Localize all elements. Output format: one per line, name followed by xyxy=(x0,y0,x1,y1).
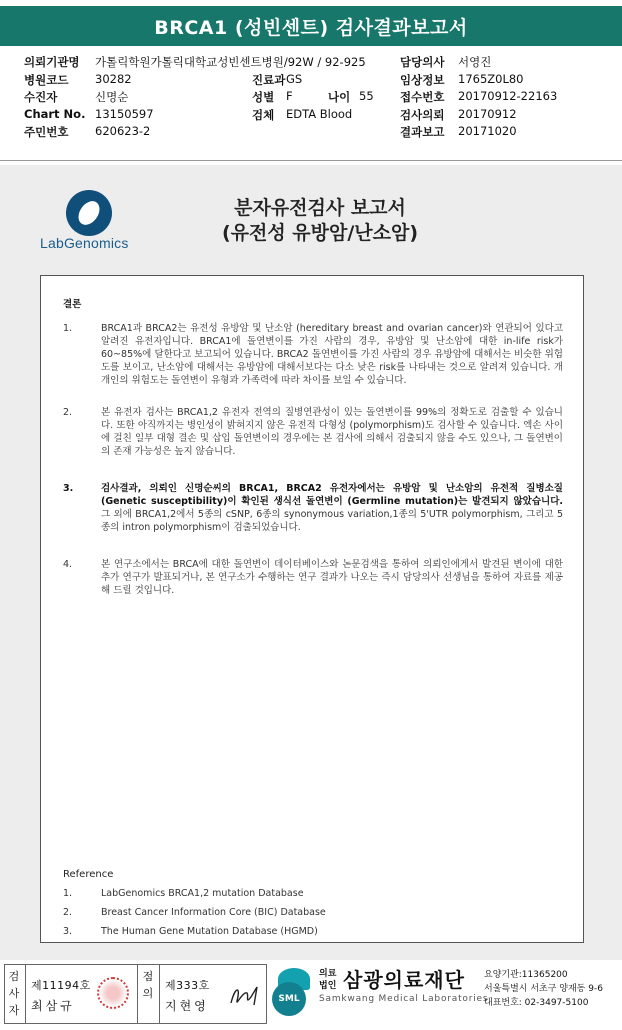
item-text: BRCA1과 BRCA2는 유전성 유방암 및 난소암 (hereditary breast and ovarian cancer)와 연관되어 있다고 알려진 유전자입니다. BRCA1에 돌연변이를 가진 사람의 경우, 유방암 및 난소암에 대한 in-life risk가 60~85%에 달한다고 보고되어 있습니다. BRCA2 돌연변이를 가진 사람의 경우 유방암에 대해서는 비슷한 위험도를 보이고, 난소암에 대해서는 유방암에 대해서보다는 다소 낮은 risk를 나타내는 것으로 알려져 있습니다. 개개인의 위험도는 돌연변이 유형과 가족력에 따라 차이를 보일 수 있습니다. xyxy=(101,323,563,386)
info-row xyxy=(24,124,614,142)
reference-text: The Human Gene Mutation Database (HGMD) xyxy=(101,926,318,937)
report-paper xyxy=(40,275,584,943)
info-label: 나이 xyxy=(328,90,351,104)
info-value: 13150597 xyxy=(95,106,154,121)
corp-type-label: 의료 법인 xyxy=(319,969,337,991)
signature-icon xyxy=(227,981,263,1009)
info-label: 병원코드 xyxy=(24,72,69,87)
labgenomics-logo-text: LabGenomics xyxy=(40,235,129,251)
tester-license: 제11194호 xyxy=(31,979,91,992)
report-header-title: BRCA1 (성빈센트) 검사결과보고서 xyxy=(154,16,468,39)
corp-name: 삼광의료재단 xyxy=(343,968,465,992)
conclusion-item xyxy=(63,322,563,387)
conclusion-item xyxy=(63,406,563,458)
info-value: 20171020 xyxy=(458,124,517,138)
info-value: 55 xyxy=(359,89,374,103)
info-value: 20170912 xyxy=(458,106,517,121)
reference-number: 2. xyxy=(63,907,73,918)
info-label: Chart No. xyxy=(24,106,86,121)
info-value: 20170912-22163 xyxy=(458,89,558,103)
item-number: 1. xyxy=(63,323,73,334)
info-label: 담당의사 xyxy=(400,55,445,69)
item-bold-text: 검사결과, 의뢰인 신명순씨의 BRCA1, BRCA2 유전자에서는 유방암 및 난소암의 유전적 질병소질 (Genetic susceptibility)이 확인된 생식선 돌연변이 (Germline mutation)는 발견되지 않았습니다. xyxy=(101,483,563,507)
info-row xyxy=(24,72,614,90)
report-title xyxy=(190,196,450,246)
info-value: EDTA Blood xyxy=(286,106,353,121)
reference-text: LabGenomics BRCA1,2 mutation Database xyxy=(101,888,304,899)
reviewer-name: 지현영 xyxy=(165,999,209,1013)
tester-name: 최삼규 xyxy=(31,999,75,1013)
info-row xyxy=(24,107,614,125)
reference-text: Breast Cancer Information Core (BIC) Database xyxy=(101,907,326,918)
corp-address: 서울특별시 서초구 양재동 9-6 xyxy=(484,984,603,994)
seal-stamp-icon xyxy=(97,977,129,1009)
info-label: 접수번호 xyxy=(400,90,445,104)
patient-info-block xyxy=(24,54,614,142)
item-text: 본 연구소에서는 BRCA에 대한 돌연변이 데이터베이스와 논문검색을 통하여 의뢰인에게서 발견된 변이에 대한 추가 연구가 발표되거나, 본 연구소가 수행하는 연구 결과가 나오는 즉시 담당의사 선생님을 통하여 자료를 제공해 드릴 것입니다. xyxy=(101,559,563,596)
corp-phone: 대표번호: 02-3497-5100 xyxy=(484,998,589,1008)
corp-english-name: Samkwang Medical Laboratories xyxy=(319,994,489,1004)
tester-label: 검사자 xyxy=(8,970,20,1017)
labgenomics-logo xyxy=(40,186,150,256)
sml-logo-text: SML xyxy=(272,982,306,1016)
item-plain-text: 그 외에 BRCA1,2에서 5종의 cSNP, 6종의 synonymous variation,1종의 5'UTR polymorphism, 그리고 5종의 intron polymorphism이 검출되었습니다. xyxy=(101,509,563,533)
item-text xyxy=(101,482,563,534)
sml-logo xyxy=(272,968,316,1016)
report-title-line: 분자유전검사 보고서 xyxy=(234,197,406,219)
info-label: 검체 xyxy=(252,107,275,122)
item-number: 2. xyxy=(63,407,73,418)
info-value: 620623-2 xyxy=(95,124,151,138)
info-row xyxy=(24,54,614,72)
section-divider xyxy=(0,160,622,161)
report-title-bar xyxy=(0,6,622,46)
info-label: 검사의뢰 xyxy=(400,107,445,122)
info-value: GS xyxy=(286,71,303,86)
reviewer-license: 제333호 xyxy=(165,979,210,992)
info-label: 의뢰기관명 xyxy=(24,55,80,69)
conclusion-item xyxy=(63,558,563,597)
info-label: 성별 xyxy=(252,90,275,104)
report-footer xyxy=(0,962,622,1030)
info-value: 서영진 xyxy=(458,55,492,69)
references-heading: Reference xyxy=(63,869,114,880)
info-label: 주민번호 xyxy=(24,125,69,139)
reviewer-label: 점의 xyxy=(142,970,154,1000)
info-value: 신명순 xyxy=(95,90,129,104)
info-label: 결과보고 xyxy=(400,125,445,139)
conclusion-item xyxy=(63,482,563,534)
labgenomics-logo-icon xyxy=(66,190,112,236)
item-text: 본 유전자 검사는 BRCA1,2 유전자 전역의 질병연관성이 있는 돌연변이를 99%의 정확도로 검출할 수 있습니다. 또한 아직까지는 병인성이 밝혀지지 않은 유전적 다형성 (polymorphism)도 검사할 수 있습니다. 엑손 사이에 걸친 일부 대형 결손 및 삽입 돌연변이의 경우에는 본 검사에 의해서 검출되지 않을 수도 있으나, 그 돌연변이의 존재 가능성은 높지 않습니다. xyxy=(101,407,563,457)
info-label: 임상정보 xyxy=(400,72,445,87)
reference-number: 1. xyxy=(63,888,73,899)
info-row xyxy=(24,89,614,107)
conclusion-heading: 결론 xyxy=(63,299,82,310)
info-value: 가톨릭학원가톨릭대학교성빈센트병원/92W / 92-925 xyxy=(95,55,366,69)
corp-code: 요양기관:11365200 xyxy=(484,970,568,980)
info-value: 1765Z0L80 xyxy=(458,71,524,86)
info-value: F xyxy=(286,89,293,103)
item-number: 3. xyxy=(63,483,74,494)
item-number: 4. xyxy=(63,559,73,570)
signature-box xyxy=(4,964,267,1024)
reference-number: 3. xyxy=(63,926,73,937)
info-label: 수진자 xyxy=(24,90,58,104)
info-value: 30282 xyxy=(95,71,132,86)
report-subtitle-line: (유전성 유방암/난소암) xyxy=(221,222,419,244)
corp-contact xyxy=(484,968,603,1010)
info-label: 진료과 xyxy=(252,72,286,87)
